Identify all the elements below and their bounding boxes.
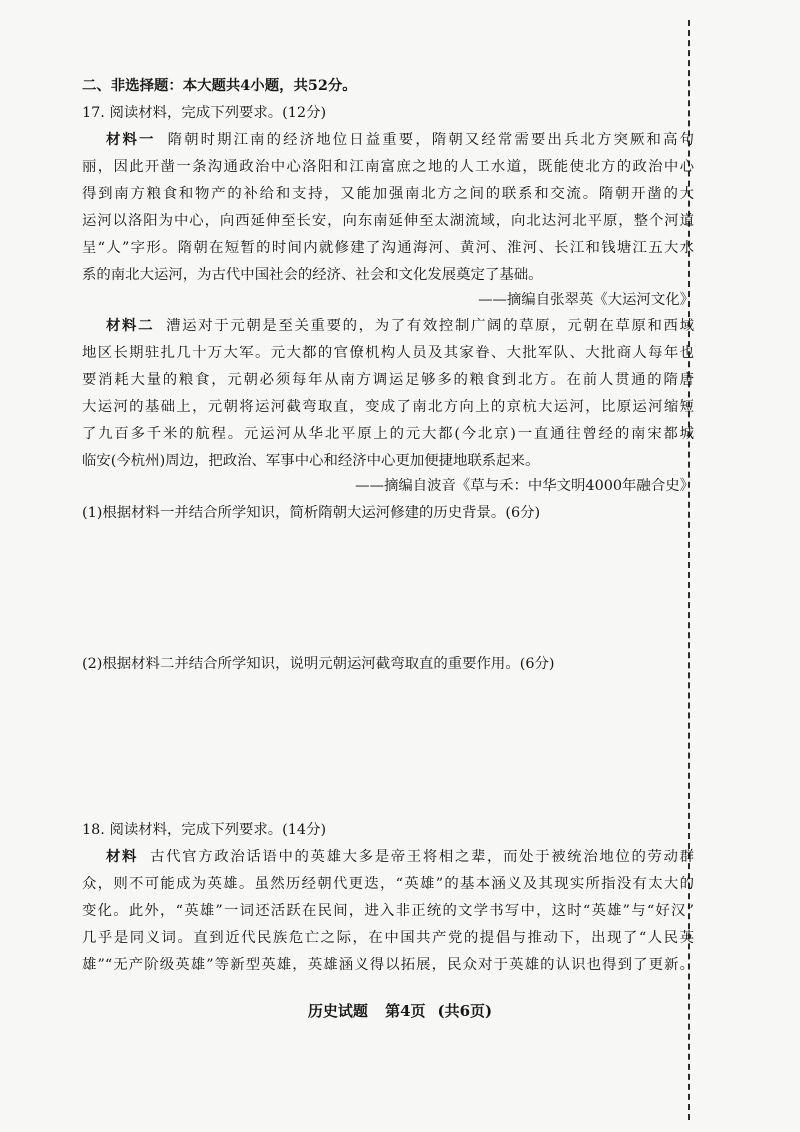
q18-material-line-4: 几乎是同义词。直到近代民族危亡之际，在中国共产党的提倡与推动下，出现了“人民英 (82, 930, 694, 946)
q18-material-line-2: 众，则不可能成为英雄。虽然历经朝代更迭，“英雄”的基本涵义及其现实所指没有太大的 (82, 876, 694, 892)
q18-material-label: 材料 (106, 848, 139, 865)
footer-page-number: 第4页 (385, 1002, 426, 1020)
q18-material-line-3: 变化。此外，“英雄”一词还活跃在民间，进入非正统的文学书写中，这时“英雄”与“好汉” (82, 903, 694, 919)
q17-material1-line-2: 丽，因此开凿一条沟通政治中心洛阳和江南富庶之地的人工水道，既能使北方的政治中心 (82, 159, 694, 175)
q17-material2-line-5: 了九百多千米的航程。元运河从华北平原上的元大都(今北京)一直通往曾经的南宋都城 (82, 426, 694, 442)
q17-material1-line-1: 材料一 隋朝时期江南的经济地位日益重要，隋朝又经常需要出兵北方突厥和高句 (106, 131, 694, 148)
q18-material-line-1: 材料 古代官方政治话语中的英雄大多是帝王将相之辈，而处于被统治地位的劳动群 (106, 848, 694, 865)
q17-material1-line-6: 系的南北大运河，为古代中国社会的经济、社会和文化发展奠定了基础。 (82, 267, 543, 283)
page-footer (0, 1000, 800, 1021)
q17-material2-line-1: 材料二 漕运对于元朝是至关重要的，为了有效控制广阔的草原，元朝在草原和西域 (106, 317, 694, 334)
q17-subquestion-2: (2)根据材料二并结合所学知识，说明元朝运河截弯取直的重要作用。(6分) (82, 656, 555, 672)
q17-material2-source: ——摘编自波音《草与禾：中华文明4000年融合史》 (355, 478, 694, 494)
q17-material2-line-3: 要消耗大量的粮食，元朝必须每年从南方调运足够多的粮食到北方。在前人贯通的隋唐 (82, 372, 694, 388)
q17-title: 17. 阅读材料，完成下列要求。(12分) (82, 105, 327, 121)
q17-material2-line-2: 地区长期驻扎几十万大军。元大都的官僚机构人员及其家眷、大批军队、大批商人每年也 (82, 345, 694, 361)
footer-total-pages: (共6页) (437, 1002, 493, 1020)
footer-subject: 历史试题 (307, 1002, 368, 1020)
q18-material-line-5: 雄”“无产阶级英雄”等新型英雄，英雄涵义得以拓展，民众对于英雄的认识也得到了更新。 (82, 957, 694, 973)
section-heading: 二、非选择题：本大题共4小题，共52分。 (82, 77, 357, 94)
q17-material2-line-6: 临安(今杭州)周边，把政治、军事中心和经济中心更加便捷地联系起来。 (82, 453, 540, 469)
q17-material1-line-3: 得到南方粮食和物产的补给和支持，又能加强南北方之间的联系和交流。隋朝开凿的大 (82, 186, 694, 202)
q17-subquestion-1: (1)根据材料一并结合所学知识，简析隋朝大运河修建的历史背景。(6分) (82, 505, 541, 521)
q17-material2-line-4: 大运河的基础上，元朝将运河截弯取直，变成了南北方向上的京杭大运河，比原运河缩短 (82, 399, 694, 415)
q18-title: 18. 阅读材料，完成下列要求。(14分) (82, 822, 327, 838)
q17-material1-line-5: 呈“人”字形。隋朝在短暂的时间内就修建了沟通海河、黄河、淮河、长江和钱塘江五大水 (82, 240, 694, 256)
q17-material1-label: 材料一 (106, 131, 156, 148)
q17-material2-label: 材料二 (106, 317, 155, 334)
q17-material1-source: ——摘编自张翠英《大运河文化》 (478, 292, 694, 308)
q17-material1-line-4: 运河以洛阳为中心，向西延伸至长安，向东南延伸至太湖流域，向北达河北平原，整个河道 (82, 213, 694, 229)
